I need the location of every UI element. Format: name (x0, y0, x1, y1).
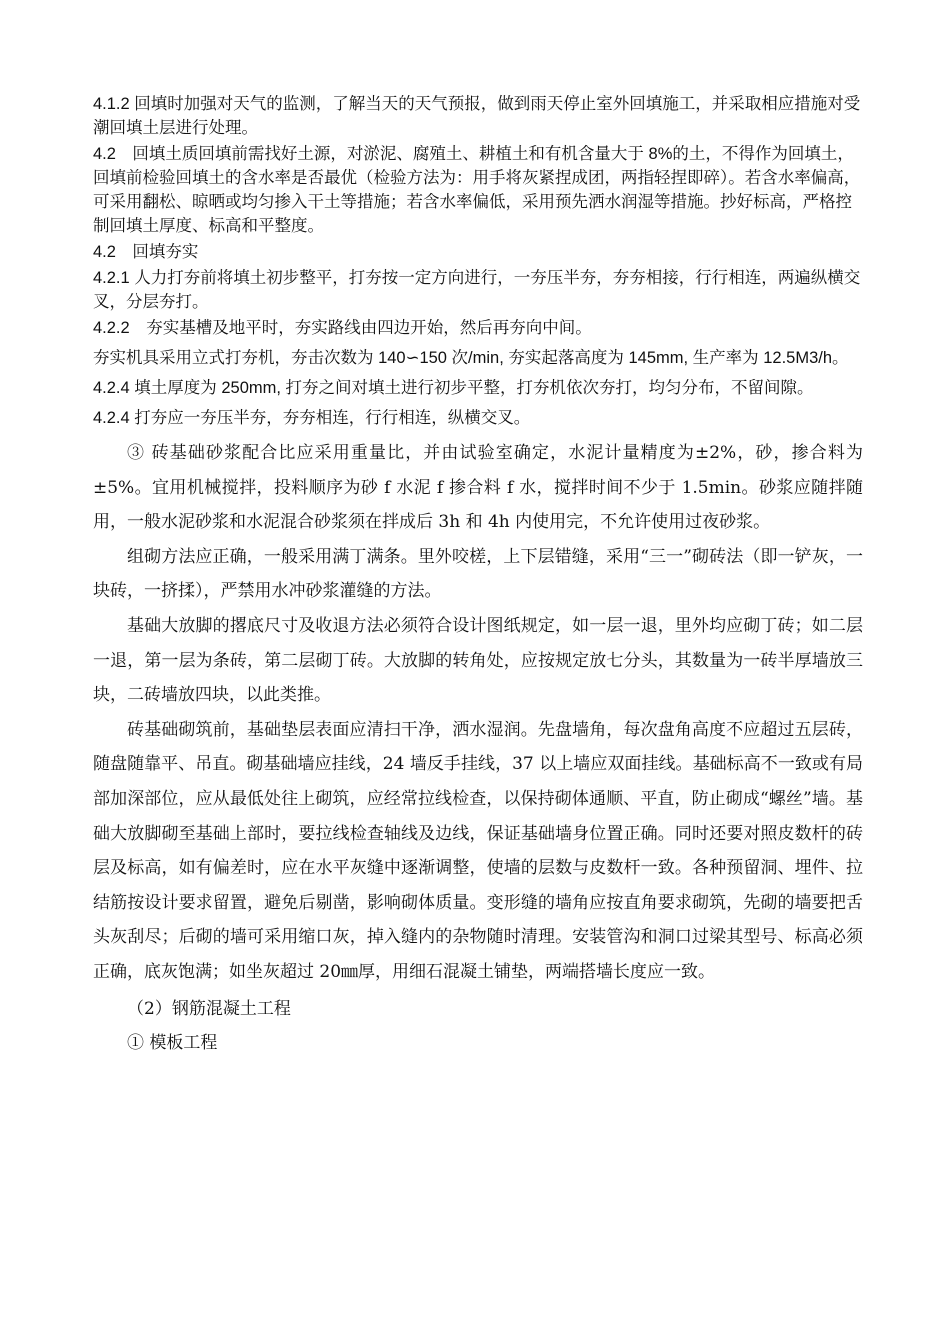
paragraph-mortar-mix: ③ 砖基础砂浆配合比应采用重量比，并由试验室确定，水泥计量精度为±2%，砂，掺合料为±5%。宜用机械搅拌，投料顺序为砂 f 水泥 f 掺合料 f 水，搅拌时间不少于 1.5min。砂浆应随拌随用，一般水泥砂浆和水泥混合砂浆须在拌成后 3h 和 4h 内使用完，不允许使用过夜砂浆。 (93, 443, 863, 533)
paragraph-4-1-2: 4.1.2 回填时加强对天气的监测，了解当天的天气预报，做到雨天停止室外回填施工，并采取相应措施对受潮回填土层进行处理。 (93, 95, 861, 137)
paragraph-4-2-4-tamping: 4.2.4 打夯应一夯压半夯，夯夯相连，行行相连，纵横交叉。 (93, 409, 531, 427)
paragraph-footing-stepping: 基础大放脚的撂底尺寸及收退方法必须符合设计图纸规定，如一层一退，里外均应砌丁砖；如二层一退，第一层为条砖，第二层砌丁砖。大放脚的转角处，应按规定放七分头，其数量为一砖半厚墙放三块，二砖墙放四块，以此类推。 (93, 615, 863, 706)
paragraph-4-2-1: 4.2.1 人力打夯前将填土初步整平，打夯按一定方向进行，一夯压半夯，夯夯相接，行行相连，两遍纵横交叉，分层夯打。 (93, 269, 861, 311)
paragraph-4-2-soil-quality: 4.2 回填土质回填前需找好土源，对淤泥、腐殖土、耕植土和有机含量大于 8%的土，不得作为回填土，回填前检验回填土的含水率是否最优（检验方法为：用手将灰紧捏成团，两指轻捏即碎）。若含水率偏高，可采用翻松、晾晒或均匀掺入干土等措施；若含水率偏低，采用预先洒水润湿等措施。抄好标高，严格控制回填土厚度、标高和平整度。 (93, 145, 861, 235)
heading-4-2-compaction: 4.2 回填夯实 (93, 243, 199, 261)
paragraph-4-2-2: 4.2.2 夯实基槽及地平时，夯实路线由四边开始，然后再夯向中间。 (93, 319, 592, 337)
heading-reinforced-concrete: （2）钢筋混凝土工程 (127, 998, 291, 1019)
document-page (93, 92, 863, 1061)
paragraph-brick-foundation: 砖基础砌筑前，基础垫层表面应清扫干净，洒水湿润。先盘墙角，每次盘角高度不应超过五层砖，随盘随靠平、吊直。砌基础墙应挂线，24 墙反手挂线，37 以上墙应双面挂线。基础标高不一致或有局部加深部位，应从最低处往上砌筑，应经常拉线检查，以保持砌体通顺、平直，防止砌成“螺丝”墙。基础大放脚砌至基础上部时，要拉线检查轴线及边线，保证基础墙身位置正确。同时还要对照皮数杆的砖层及标高，如有偏差时，应在水平灰缝中逐渐调整，使墙的层数与皮数杆一致。各种预留洞、埋件、拉结筋按设计要求留置，避免后剔凿，影响砌体质量。变形缝的墙角应按直角要求砌筑，先砌的墙要把舌头灰刮尽；后砌的墙可采用缩口灰，掉入缝内的杂物随时清理。安装管沟和洞口过梁其型号、标高必须正确，底灰饱满；如坐灰超过 20㎜厚，用细石混凝土铺垫，两端搭墙长度应一致。 (93, 719, 863, 982)
paragraph-4-2-4-thickness: 4.2.4 填土厚度为 250mm, 打夯之间对填土进行初步平整，打夯机依次夯打，均匀分布，不留间隙。 (93, 379, 814, 397)
heading-formwork: ① 模板工程 (127, 1033, 218, 1054)
paragraph-tamping-machine: 夯实机具采用立式打夯机，夯击次数为 140∽150 次/min, 夯实起落高度为 145mm, 生产率为 12.5M3/h。 (93, 349, 849, 367)
paragraph-bonding-method: 组砌方法应正确，一般采用满丁满条。里外咬槎，上下层错缝，采用“三一”砌砖法（即一铲灰，一块砖，一挤揉），严禁用水冲砂浆灌缝的方法。 (93, 546, 863, 602)
